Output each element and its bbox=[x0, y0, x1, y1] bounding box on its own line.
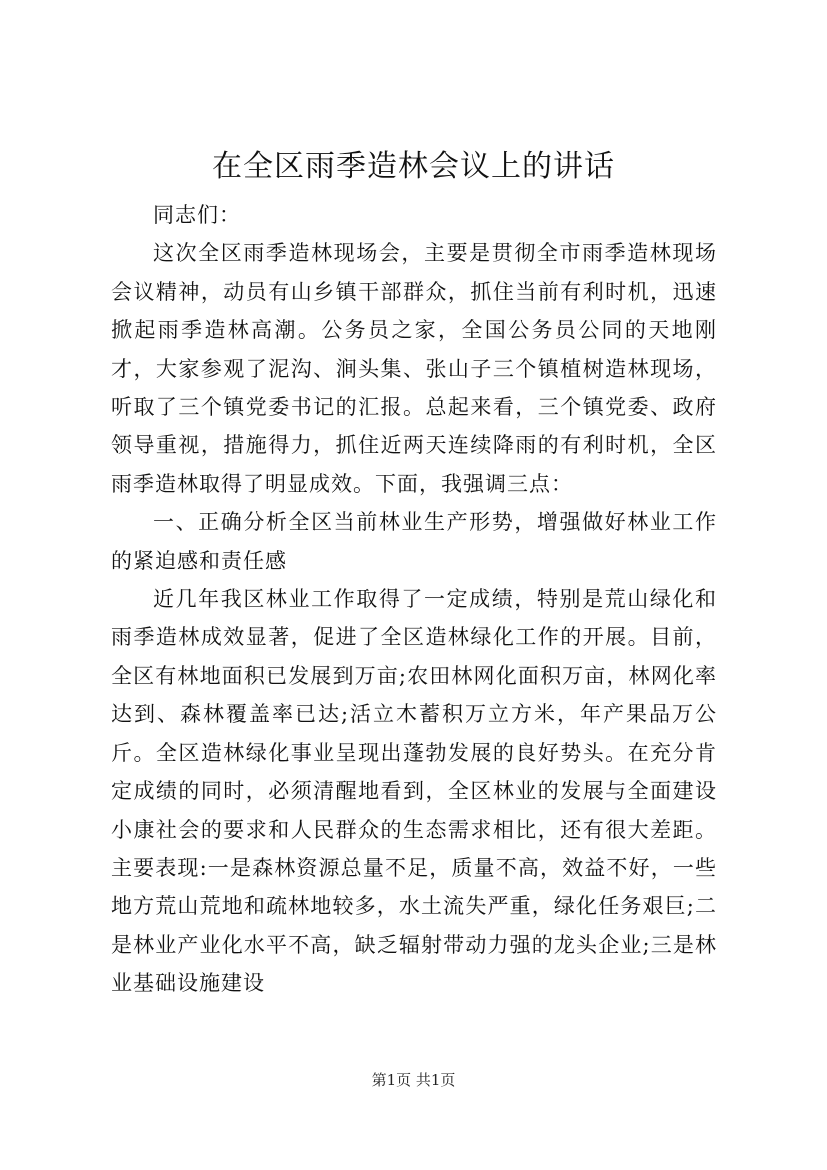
document-body bbox=[111, 196, 717, 1003]
section-heading-1: 一、正确分析全区当前林业生产形势，增强做好林业工作的紧迫感和责任感 bbox=[111, 510, 717, 573]
paragraph-intro: 这次全区雨季造林现场会，主要是贯彻全市雨季造林现场会议精神，动员有山乡镇干部群众，抓住当前有利时机，迅速掀起雨季造林高潮。公务员之家，全国公务员公同的天地刚才，大家参观了泥沟、涧头集、张山子三个镇植树造林现场，听取了三个镇党委书记的汇报。总起来看，三个镇党委、政府领导重视，措施得力，抓住近两天连续降雨的有利时机，全区雨季造林取得了明显成效。下面，我强调三点： bbox=[111, 241, 717, 496]
salutation: 同志们： bbox=[153, 203, 241, 227]
page-footer: 第1页 共1页 bbox=[371, 1071, 456, 1089]
paragraph-achievements: 近几年我区林业工作取得了一定成绩，特别是荒山绿化和雨季造林成效显著，促进了全区造林绿化工作的开展。目前，全区有林地面积已发展到万亩;农田林网化面积万亩，林网化率达到、森林覆盖率已达;活立木蓄积万立方米，年产果品万公斤。全区造林绿化事业呈现出蓬勃发展的良好势头。在充分肯定成绩的同时，必须清醒地看到，全区林业的发展与全面建设小康社会的要求和人民群众的生态需求相比，还有很大差距。主要表现:一是森林资源总量不足，质量不高，效益不好，一些地方荒山荒地和疏林地较多，水土流失严重，绿化任务艰巨;二是林业产业化水平不高，缺乏辐射带动力强的龙头企业;三是林业基础设施建设 bbox=[111, 587, 717, 996]
document-title: 在全区雨季造林会议上的讲话 bbox=[212, 149, 615, 184]
